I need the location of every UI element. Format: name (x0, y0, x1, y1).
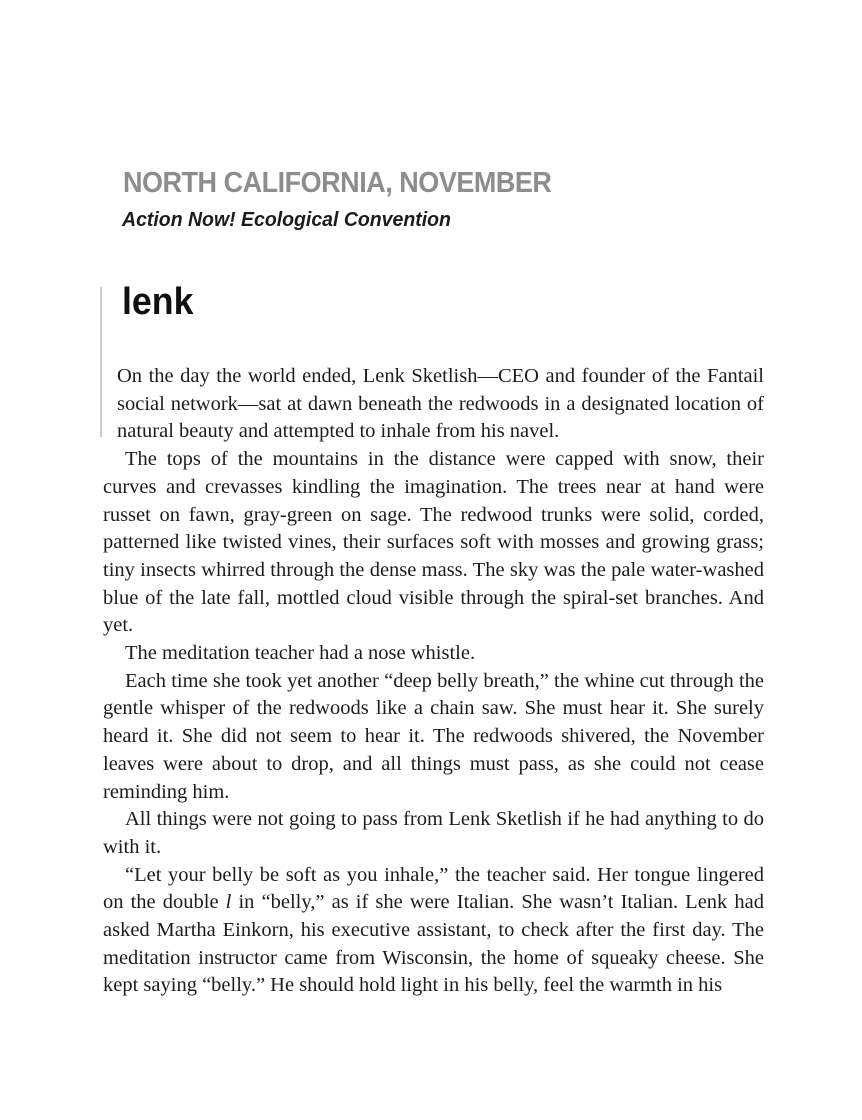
paragraph-5: All things were not going to pass from Lenk Sketlish if he had anything to do with it. (103, 808, 764, 858)
paragraph-4: Each time she took yet another “deep belly breath,” the whine cut through the gentle whisper of the redwoods like a chain saw. She must hear it. She surely heard it. She did not seem to hear it. The redwoods shivered, the November leaves were about to drop, and all things must pass, as she could not cease reminding him. (103, 669, 764, 803)
chapter-accent-rule (100, 287, 102, 437)
paragraph-1: On the day the world ended, Lenk Sketlish—CEO and founder of the Fantail social network—sat at dawn beneath the redwoods in a designated location of natural beauty and attempted to inhale from his navel. (117, 365, 764, 443)
paragraph-6 (103, 862, 764, 1001)
paragraph-6-pre: “Let your belly be soft as you inhale,” the teacher said. Her tongue lingered on the double (103, 863, 764, 914)
paragraph-3: The meditation teacher had a nose whistle. (125, 642, 476, 665)
chapter-title: lenk (122, 281, 194, 323)
chapter-subtitle: Action Now! Ecological Convention (122, 208, 451, 231)
chapter-kicker: NORTH CALIFORNIA, NOVEMBER (123, 167, 552, 199)
paragraph-6-italic-letter: l (225, 891, 232, 914)
paragraph-6-post: in “belly,” as if she were Italian. She wasn’t Italian. Lenk had asked Martha Einkorn, his executive assistant, to check after the first day. The meditation instructor came from Wisconsin, the home of squeaky cheese. She kept saying “belly.” He should hold light in his belly, feel the warmth in his (103, 891, 764, 997)
paragraph-2: The tops of the mountains in the distance were capped with snow, their curves and crevasses kindling the imagination. The trees near at hand were russet on fawn, gray-green on sage. The redwood trunks were solid, corded, patterned like twisted vines, their surfaces soft with mosses and growing grass; tiny insects whirred through the dense mass. The sky was the pale water-washed blue of the late fall, mottled cloud visible through the spiral-set branches. And yet. (103, 448, 764, 637)
body-text (103, 363, 764, 1000)
